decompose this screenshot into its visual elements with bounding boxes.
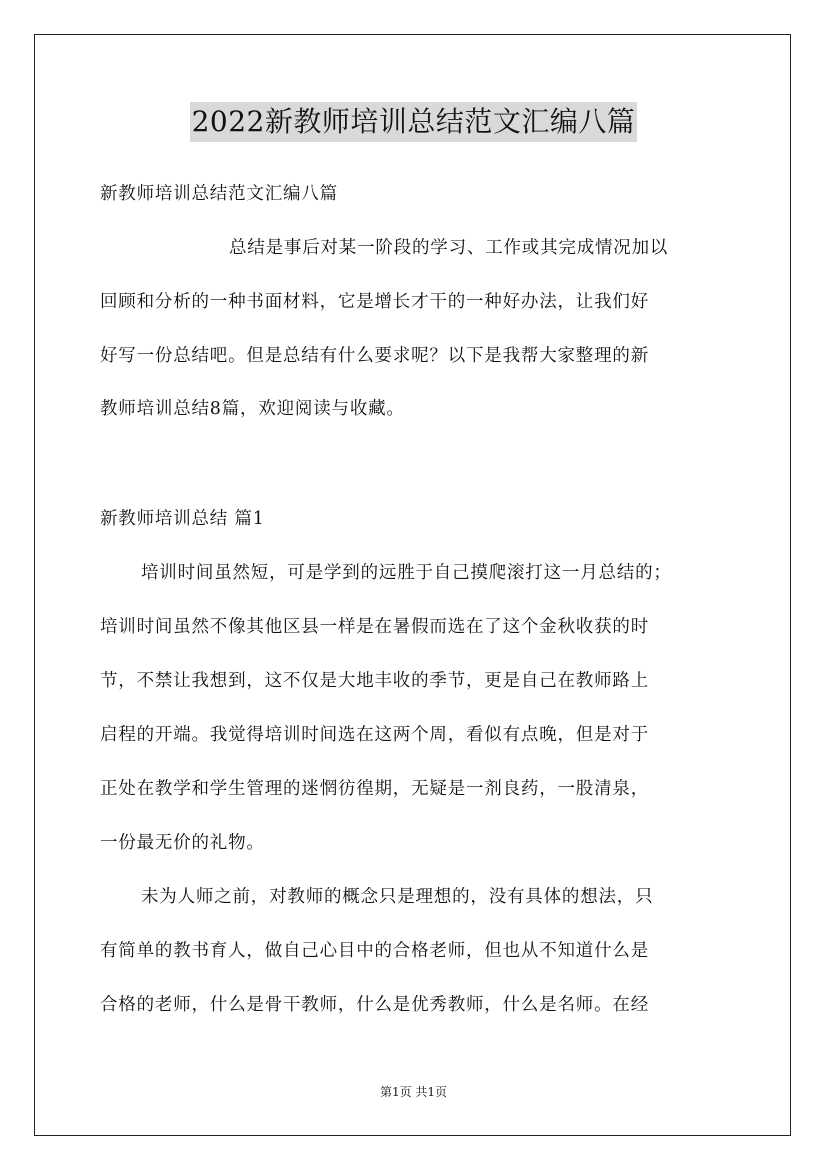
intro-line: 回顾和分析的一种书面材料，它是增长才干的一种好办法，让我们好 (100, 292, 649, 312)
paragraph-line: 培训时间虽然不像其他区县一样是在暑假而选在了这个金秋收获的时 (100, 617, 649, 637)
paragraph-line: 有简单的教书育人，做自己心目中的合格老师，但也从不知道什么是 (100, 941, 649, 961)
paragraph-line: 节，不禁让我想到，这不仅是大地丰收的季节，更是自己在教师路上 (100, 671, 649, 691)
paragraph-line: 启程的开端。我觉得培训时间选在这两个周，看似有点晚，但是对于 (100, 725, 649, 745)
paragraph-line: 未为人师之前，对教师的概念只是理想的，没有具体的想法，只 (141, 887, 654, 907)
paragraph-line: 正处在教学和学生管理的迷惘彷徨期，无疑是一剂良药，一股清泉， (100, 779, 649, 799)
document-subtitle: 新教师培训总结范文汇编八篇 (100, 184, 338, 204)
intro-line: 好写一份总结吧。但是总结有什么要求呢？以下是我帮大家整理的新 (100, 346, 649, 366)
intro-line: 总结是事后对某一阶段的学习、工作或其完成情况加以 (229, 238, 669, 258)
page-footer: 第1页 共1页 (379, 1085, 448, 1099)
paragraph-line: 一份最无价的礼物。 (100, 833, 265, 853)
paragraph-line: 合格的老师，什么是骨干教师，什么是优秀教师，什么是名师。在经 (100, 995, 649, 1015)
intro-line: 教师培训总结8篇，欢迎阅读与收藏。 (100, 399, 405, 419)
title-container (0, 102, 827, 142)
section-heading: 新教师培训总结 篇1 (100, 509, 265, 529)
paragraph-line: 培训时间虽然短，可是学到的远胜于自己摸爬滚打这一月总结的； (141, 563, 672, 583)
document-title: 2022新教师培训总结范文汇编八篇 (190, 102, 638, 142)
